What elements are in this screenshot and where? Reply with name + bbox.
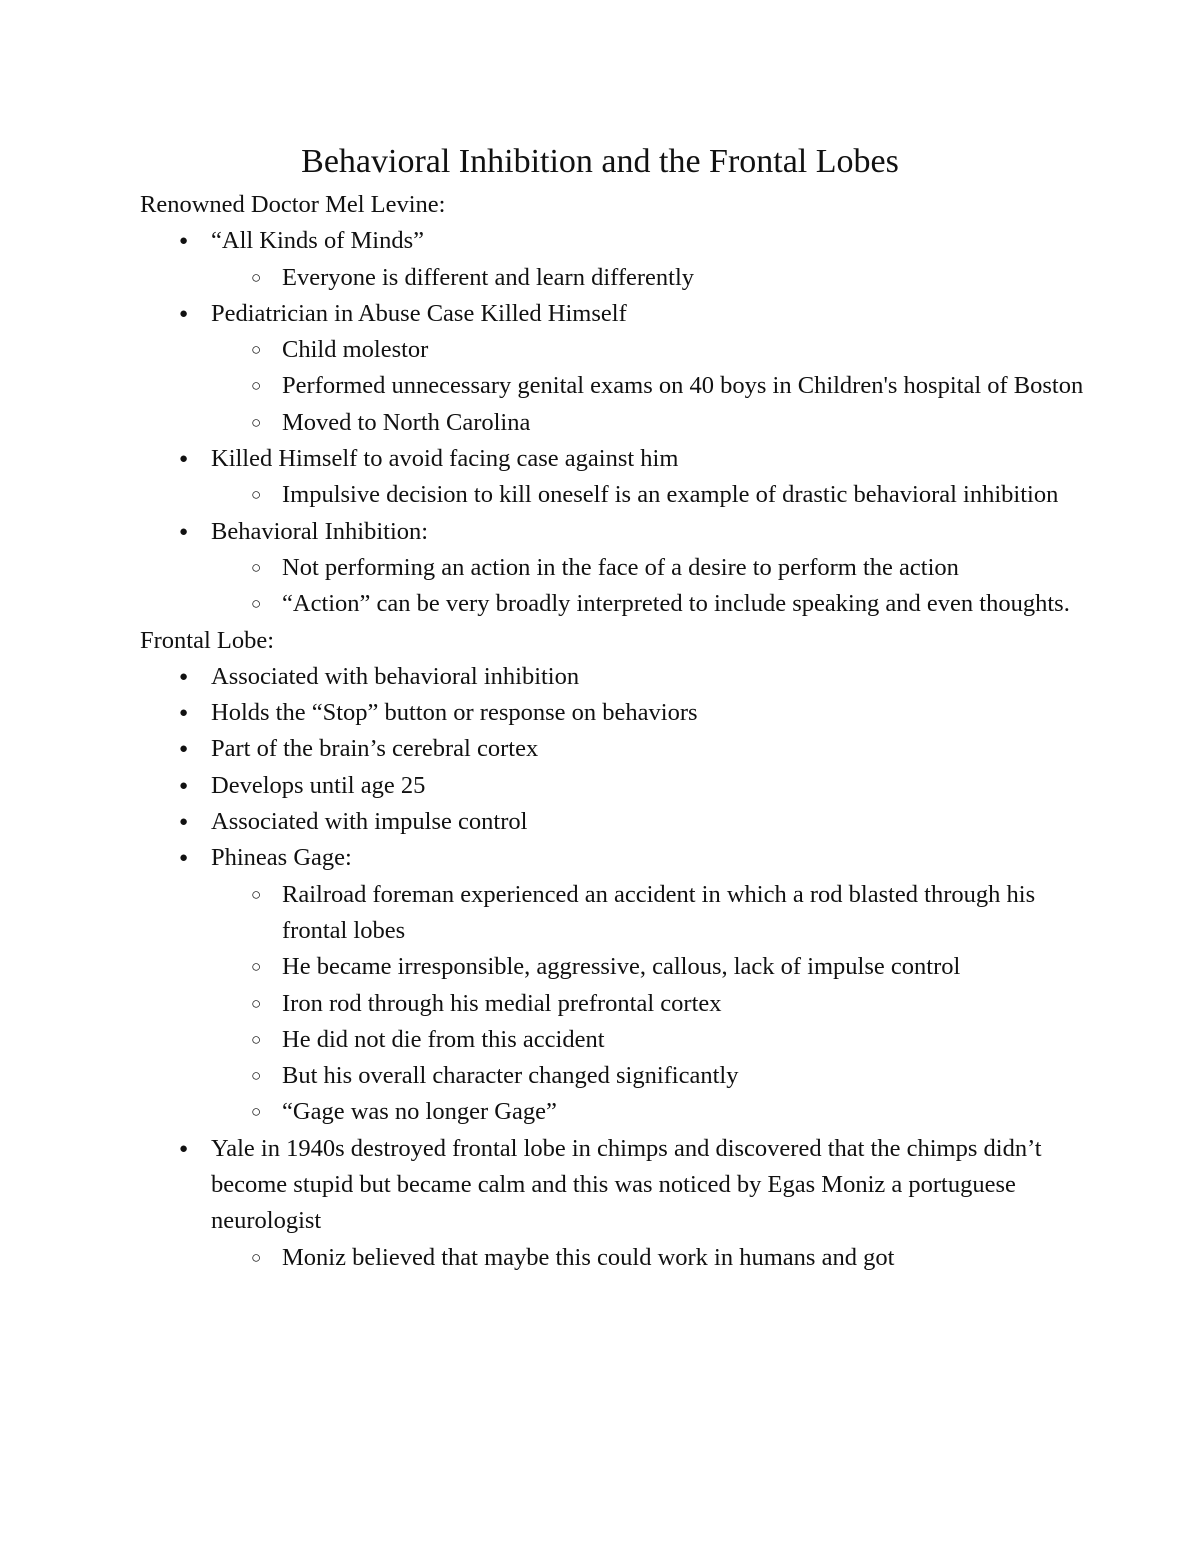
sub-list-item-text: “Gage was no longer Gage”	[282, 1098, 557, 1126]
sub-list-item	[211, 586, 1100, 622]
list-item-text: Pediatrician in Abuse Case Killed Himself	[211, 299, 627, 327]
sub-list-item-text: Moniz believed that maybe this could work in humans and got	[282, 1243, 895, 1271]
list-item-text: Associated with behavioral inhibition	[211, 662, 580, 690]
sub-bullet-list	[211, 1240, 1100, 1276]
sub-bullet-list	[211, 550, 1100, 623]
sub-list-item-text: “Action” can be very broadly interpreted to include speaking and even thoughts.	[282, 590, 1070, 618]
sub-list-item	[211, 332, 1100, 368]
list-item-text: “All Kinds of Minds”	[211, 227, 424, 255]
sub-bullet-list	[211, 332, 1100, 441]
sub-list-item	[211, 405, 1100, 441]
sub-list-item	[211, 949, 1100, 985]
list-item-text: Associated with impulse control	[211, 808, 528, 836]
section-frontal-lobe	[140, 623, 1100, 1276]
bullet-list	[140, 223, 1100, 622]
hollow-bullet-icon: ○	[251, 594, 262, 614]
list-item	[140, 731, 1100, 767]
list-item	[140, 659, 1100, 695]
sub-list-item-text: Iron rod through his medial prefrontal cortex	[282, 989, 722, 1017]
hollow-bullet-icon: ○	[251, 993, 262, 1013]
sub-list-item	[211, 1094, 1100, 1130]
list-item-text: Killed Himself to avoid facing case against him	[211, 445, 679, 473]
list-item	[140, 804, 1100, 840]
sub-list-item	[211, 877, 1100, 950]
sub-list-item-text: Child molestor	[282, 336, 429, 364]
filled-bullet-icon: ●	[179, 233, 189, 250]
filled-bullet-icon: ●	[179, 777, 189, 794]
hollow-bullet-icon: ○	[251, 1102, 262, 1122]
list-item-text: Develops until age 25	[211, 771, 426, 799]
section-levine	[140, 187, 1100, 623]
sub-list-item-text: He became irresponsible, aggressive, callous, lack of impulse control	[282, 953, 961, 981]
sub-list-item-text: Impulsive decision to kill oneself is an example of drastic behavioral inhibition	[282, 481, 1059, 509]
section-heading: Frontal Lobe:	[140, 626, 275, 654]
filled-bullet-icon: ●	[179, 451, 189, 468]
hollow-bullet-icon: ○	[251, 1247, 262, 1267]
filled-bullet-icon: ●	[179, 523, 189, 540]
sub-list-item	[211, 1022, 1100, 1058]
list-item	[140, 695, 1100, 731]
hollow-bullet-icon: ○	[251, 267, 262, 287]
list-item	[140, 223, 1100, 296]
list-item-text: Holds the “Stop” button or response on behaviors	[211, 699, 698, 727]
hollow-bullet-icon: ○	[251, 485, 262, 505]
list-item-text: Yale in 1940s destroyed frontal lobe in chimps and discovered that the chimps didn’t become stupid but became calm and this was noticed by Egas Moniz a portuguese neurologist	[211, 1134, 1042, 1235]
hollow-bullet-icon: ○	[251, 957, 262, 977]
filled-bullet-icon: ●	[179, 1140, 189, 1157]
sub-list-item-text: He did not die from this accident	[282, 1025, 605, 1053]
sub-list-item-text: Railroad foreman experienced an accident in which a rod blasted through his frontal lobes	[282, 880, 1036, 944]
filled-bullet-icon: ●	[179, 814, 189, 831]
sub-list-item	[211, 1058, 1100, 1094]
list-item-text: Behavioral Inhibition:	[211, 517, 429, 545]
list-item	[140, 514, 1100, 623]
hollow-bullet-icon: ○	[251, 340, 262, 360]
list-item	[140, 1131, 1100, 1276]
bullet-list	[140, 659, 1100, 1276]
hollow-bullet-icon: ○	[251, 1066, 262, 1086]
section-heading: Renowned Doctor Mel Levine:	[140, 191, 446, 218]
sub-bullet-list	[211, 260, 1100, 296]
hollow-bullet-icon: ○	[251, 412, 262, 432]
document-body	[140, 187, 1100, 1276]
list-item	[140, 768, 1100, 804]
list-item-text: Phineas Gage:	[211, 844, 352, 872]
sub-list-item-text: But his overall character changed significantly	[282, 1062, 739, 1090]
page-title: Behavioral Inhibition and the Frontal Lobes	[301, 143, 899, 180]
sub-list-item	[211, 368, 1100, 404]
list-item	[140, 296, 1100, 441]
filled-bullet-icon: ●	[179, 741, 189, 758]
filled-bullet-icon: ●	[179, 305, 189, 322]
sub-list-item	[211, 986, 1100, 1022]
filled-bullet-icon: ●	[179, 668, 189, 685]
sub-list-item	[211, 1240, 1100, 1276]
sub-list-item-text: Performed unnecessary genital exams on 40 boys in Children's hospital of Boston	[282, 372, 1084, 400]
sub-list-item-text: Moved to North Carolina	[282, 408, 531, 436]
hollow-bullet-icon: ○	[251, 884, 262, 904]
sub-list-item	[211, 550, 1100, 586]
filled-bullet-icon: ●	[179, 850, 189, 867]
list-item	[140, 840, 1100, 1130]
sub-list-item-text: Not performing an action in the face of a desire to perform the action	[282, 553, 959, 581]
sub-list-item	[211, 477, 1100, 513]
sub-list-item-text: Everyone is different and learn differently	[282, 263, 695, 291]
list-item	[140, 441, 1100, 514]
sub-bullet-list	[211, 877, 1100, 1131]
filled-bullet-icon: ●	[179, 705, 189, 722]
sub-list-item	[211, 260, 1100, 296]
hollow-bullet-icon: ○	[251, 376, 262, 396]
hollow-bullet-icon: ○	[251, 1029, 262, 1049]
hollow-bullet-icon: ○	[251, 557, 262, 577]
list-item-text: Part of the brain’s cerebral cortex	[211, 735, 539, 763]
sub-bullet-list	[211, 477, 1100, 513]
